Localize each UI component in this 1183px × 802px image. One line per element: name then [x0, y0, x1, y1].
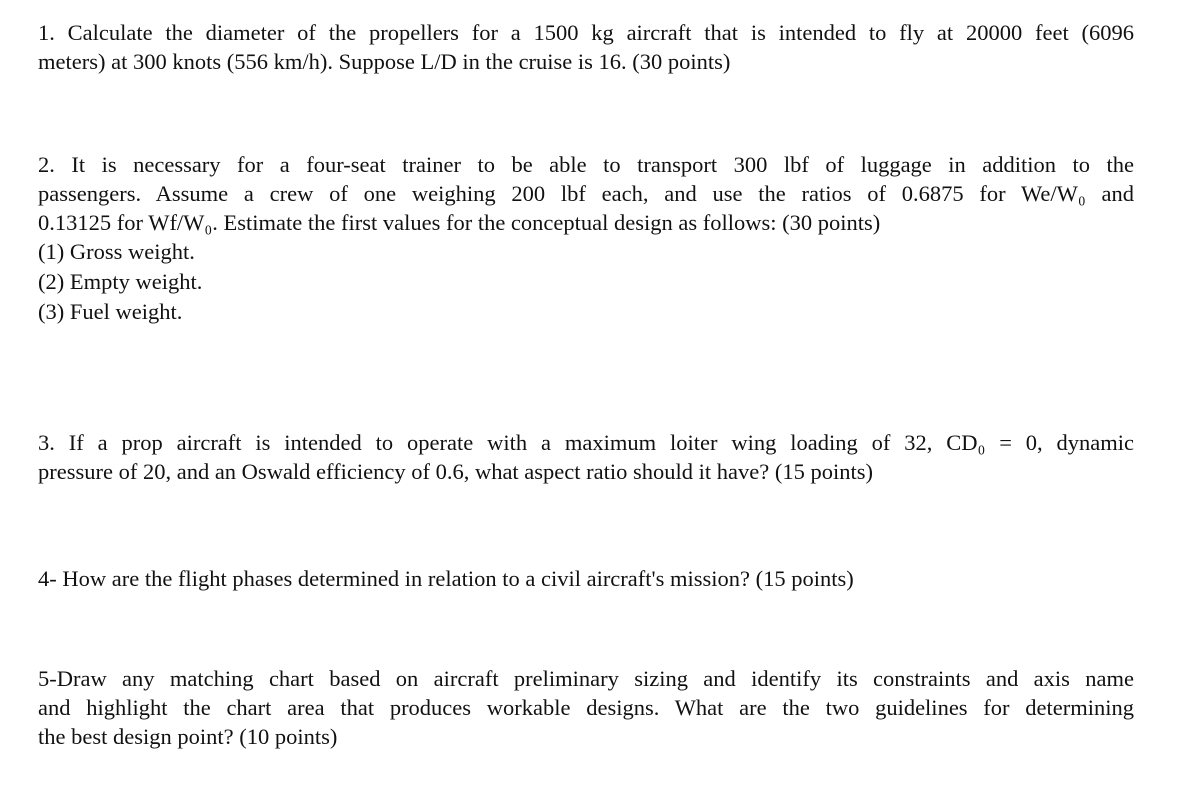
question-2-item-gross-weight: (1) Gross weight. [38, 239, 195, 264]
question-5 [38, 664, 1134, 751]
question-1-line-1: 1. Calculate the diameter of the propellers for a 1500 kg aircraft that is intended to fly at 20000 feet (6096 [38, 20, 1134, 45]
question-2-item-fuel-weight: (3) Fuel weight. [38, 299, 183, 324]
question-3-line-2: pressure of 20, and an Oswald efficiency of 0.6, what aspect ratio should it have? (15 points) [38, 459, 873, 484]
question-1 [38, 18, 1134, 76]
question-4-line-1: 4- How are the flight phases determined in relation to a civil aircraft's mission? (15 points) [38, 566, 854, 591]
question-3-line-1: 3. If a prop aircraft is intended to operate with a maximum loiter wing loading of 32, CD₀ = 0, dynamic [38, 430, 1134, 455]
question-5-line-2: and highlight the chart area that produces workable designs. What are the two guidelines for determining [38, 695, 1134, 720]
question-1-line-2: meters) at 300 knots (556 km/h). Suppose L/D in the cruise is 16. (30 points) [38, 49, 731, 74]
question-2-line-1: 2. It is necessary for a four-seat trainer to be able to transport 300 lbf of luggage in addition to the [38, 152, 1134, 177]
question-5-line-1: 5-Draw any matching chart based on aircraft preliminary sizing and identify its constraints and axis name [38, 666, 1134, 691]
question-4 [38, 564, 1134, 593]
question-2-line-2: passengers. Assume a crew of one weighing 200 lbf each, and use the ratios of 0.6875 for We/W₀ and [38, 181, 1134, 206]
question-5-line-3: the best design point? (10 points) [38, 724, 338, 749]
question-2-line-3: 0.13125 for Wf/W₀. Estimate the first values for the conceptual design as follows: (30 points) [38, 210, 881, 235]
question-2 [38, 150, 1134, 327]
question-3 [38, 428, 1134, 486]
question-2-item-empty-weight: (2) Empty weight. [38, 269, 203, 294]
